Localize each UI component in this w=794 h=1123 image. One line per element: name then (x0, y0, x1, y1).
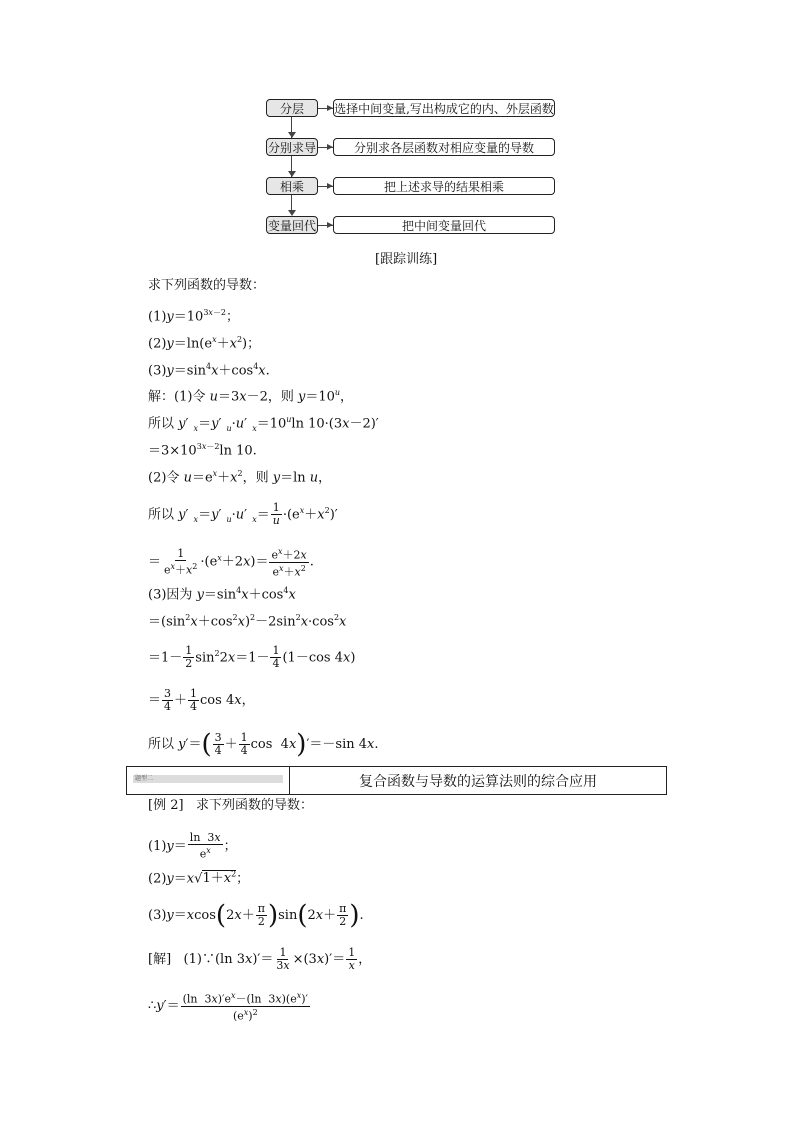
solution-3-line-3: ＝1－ $\frac{1}{2}$ $\sin^22x=1-$ $\frac{1}{4}$ (1－cos 4x) (148, 644, 356, 671)
example-problem-2: $(2)y=x√1+x^2$； (148, 870, 250, 887)
flow-step-1: 分层 (266, 99, 318, 117)
solution-2-line-3: ＝ $\frac{1}{e^x+x^2}$ $\cdot(e^x+2x)=$ $\frac{e^x+2x}{e^x+x^2}$ . (148, 546, 314, 579)
section-title: 复合函数与导数的运算法则的综合应用 (359, 773, 597, 790)
solution-3-line-2: $=(\sin^2x+\cos^2x)^2-2\sin^2x\cdot\cos^2x$ (148, 613, 347, 630)
solution-1-line-3: $=3\times 10^{3x-2}\ln$ 10. (148, 442, 257, 459)
example-problem-1: (1)y＝ $\frac{\ln 3x}{e^x}$ ； (148, 831, 237, 861)
solution-2-line-2: 所以 y′ $_x$＝y′ $_u$·u′ $_x$＝ $\frac{1}{u}$ $\cdot(e^x+x^2)'$ (148, 501, 338, 528)
solution-2-line-1: (2)令 $u=e^x+x^2$，则 y＝ln u， (148, 469, 332, 486)
section-tag: 题型二 (133, 775, 283, 783)
example-intro: [例 2] 求下列函数的导数： (148, 798, 313, 813)
solution-3-line-5: 所以 y′＝( $\frac{3}{4}$ ＋ $\frac{1}{4}$ cos 4x)′＝－sin 4x. (148, 729, 379, 760)
flow-desc-3: 把上述求导的结果相乘 (333, 177, 555, 195)
solution-3-line-1: (3)因为 $y=\sin^4x+\cos^4x$ (148, 586, 296, 603)
solution-1-line-1: 解：(1)令 u＝3x－2，则 $y=10^u$， (148, 388, 354, 405)
flow-desc-4: 把中间变量回代 (333, 216, 555, 234)
solution-1-line-2: 所以 y′ $_x$＝y′ $_u$·u′ $_x=10^u\ln$ 10·(3x－2)′ (148, 415, 379, 433)
training-heading: [跟踪训练] (375, 252, 438, 267)
example-solution-line-2: ∴y′＝ $\frac{(\ln 3x)'e^x-(\ln 3x)(e^x)'}{(e^x)^2}$ (148, 991, 309, 1023)
solution-3-line-4: ＝ $\frac{3}{4}$ ＋ $\frac{1}{4}$ cos 4x， (148, 687, 255, 713)
flow-step-2: 分别求导 (266, 138, 318, 156)
section-banner (126, 766, 667, 795)
problem-3: $(3)y=\sin^4x+\cos^4x$. (148, 362, 270, 379)
training-intro: 求下列函数的导数： (148, 278, 266, 293)
flow-step-3: 相乘 (266, 177, 318, 195)
flow-desc-2: 分别求各层函数对相应变量的导数 (333, 138, 555, 156)
problem-1: $(1)y=10^{3x-2}$； (148, 308, 240, 325)
example-solution-line-1: [解] (1)∵(ln 3x)′＝ $\frac{1}{3x}$ ×(3x)′＝ $\frac{1}{x}$ ， (148, 946, 372, 972)
flow-desc-1: 选择中间变量,写出构成它的内、外层函数 (333, 99, 555, 117)
problem-2: $(2)y=\ln(e^x+x^2)$； (148, 335, 261, 352)
flow-step-4: 变量回代 (266, 216, 318, 234)
example-problem-3: (3)y＝xcos(2x＋ $\frac{\pi}{2}$ )sin(2x＋ $\frac{\pi}{2}$ ). (148, 900, 364, 931)
